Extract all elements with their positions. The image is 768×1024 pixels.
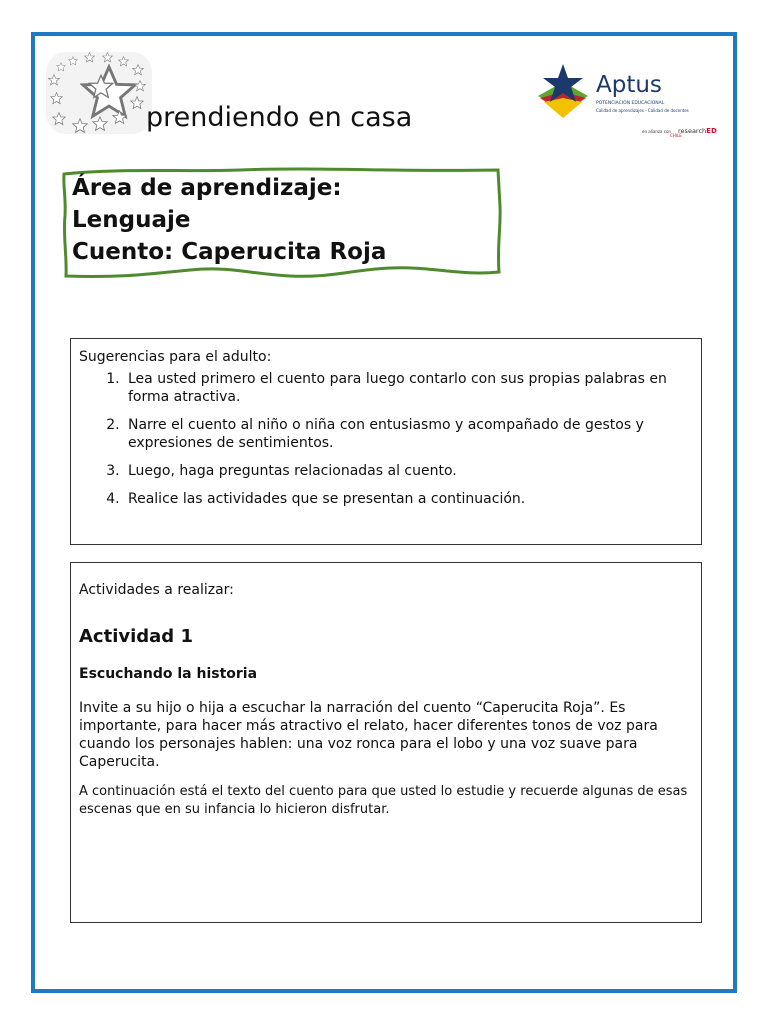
area-subject: Lenguaje: [72, 207, 191, 233]
stars-decoration-icon: [46, 52, 152, 134]
activities-box: [70, 562, 702, 923]
activities-heading: Actividades a realizar:: [79, 582, 234, 598]
area-story: Cuento: Caperucita Roja: [72, 239, 387, 265]
aptus-star-icon: [530, 62, 596, 124]
suggestions-list: [79, 370, 693, 508]
logo-partner-ed: ED: [706, 127, 717, 135]
page-header-title: prendiendo en casa: [146, 102, 413, 133]
activity-paragraph-secondary: A continuación está el texto del cuento para que usted lo estudie y recuerde algunas de esas escenas que en su infancia lo hicieron disfrutar.: [79, 784, 688, 817]
logo-tagline: POTENCIACIÓN EDUCACIONAL: [596, 101, 665, 106]
logo-partner-name: research: [678, 127, 707, 135]
list-item: 4. Realice las actividades que se presentan a continuación.: [124, 490, 693, 508]
logo-alliance-text: en alianza con: [642, 129, 671, 134]
list-item: 1. Lea usted primero el cuento para luego contarlo con sus propias palabras en forma atractiva.: [124, 370, 693, 406]
learning-area-text: [72, 172, 492, 270]
activity-title: Actividad 1: [79, 626, 193, 647]
logo-partner-region: CHILE: [670, 133, 682, 138]
activity-paragraph: Invite a su hijo o hija a escuchar la narración del cuento “Caperucita Roja”. Es importante, para hacer más atractivo el relato, hacer diferentes tonos de voz para cuando los personajes hablen: una voz ronca para el lobo y una voz suave para Caperucita.: [79, 700, 658, 770]
list-item: 2. Narre el cuento al niño o niña con entusiasmo y acompañado de gestos y expresiones de sentimientos.: [124, 416, 693, 452]
activity-subtitle: Escuchando la historia: [79, 666, 258, 682]
list-item: 3. Luego, haga preguntas relacionadas al cuento.: [124, 462, 693, 480]
logo-tagline-secondary: Calidad de aprendizajes - Calidad de docentes: [596, 108, 689, 113]
suggestions-heading: Sugerencias para el adulto:: [79, 349, 272, 365]
logo-brand-name: Aptus: [596, 72, 662, 98]
suggestions-box: [70, 338, 702, 545]
area-title: Área de aprendizaje:: [72, 175, 342, 201]
aptus-logo: [530, 60, 720, 150]
